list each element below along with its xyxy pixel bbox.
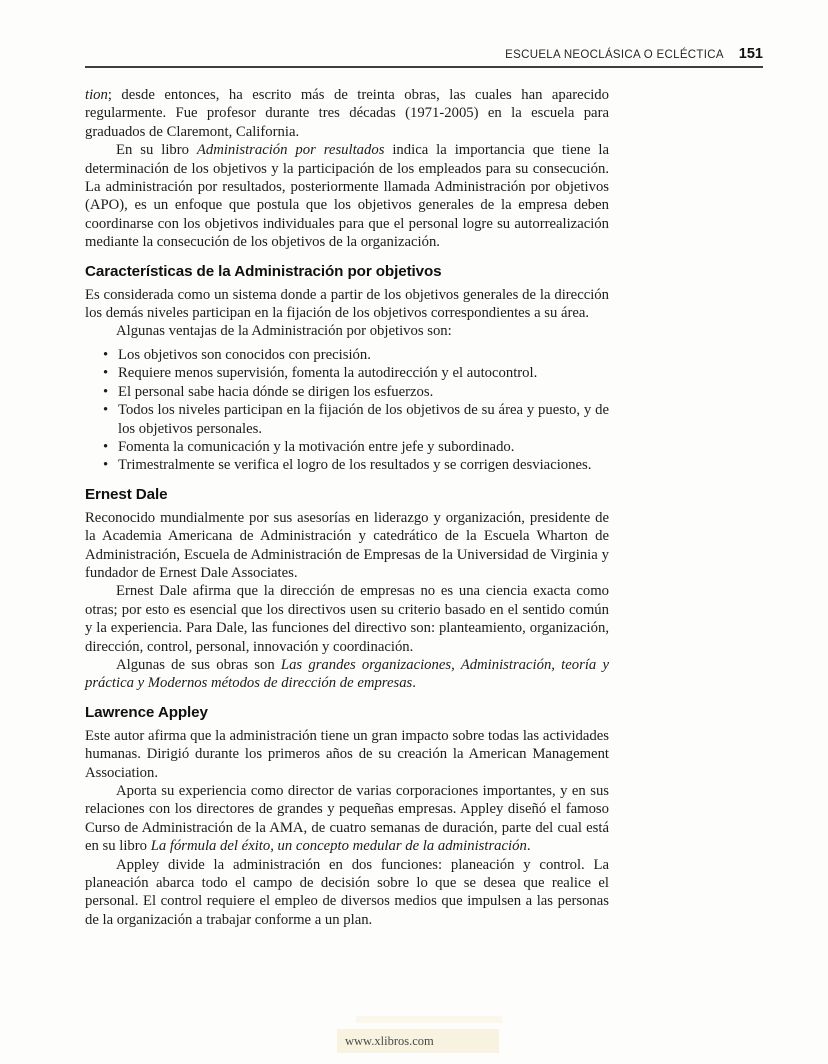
paragraph bbox=[85, 141, 609, 251]
text-run: Es considerada como un sistema donde a partir de los objetivos generales de la dirección los demás niveles participan en la fijación de los objetivos correspondientes a su área. bbox=[85, 286, 609, 322]
footer-highlight-strip bbox=[356, 1016, 502, 1023]
paragraph bbox=[85, 322, 609, 340]
list-item: • Fomenta la comunicación y la motivación entre jefe y subordinado. bbox=[118, 438, 609, 456]
section-heading: Lawrence Appley bbox=[85, 703, 208, 721]
italic-text: Administración por resultados bbox=[196, 142, 385, 159]
italic-text: Las grandes organizaciones, Administración, teoría y práctica y Modernos métodos de dirección de empresas bbox=[85, 656, 610, 692]
paragraph bbox=[85, 782, 609, 856]
paragraph bbox=[85, 509, 609, 583]
text-run: Algunas de sus obras son bbox=[116, 656, 281, 673]
text-run: . bbox=[526, 838, 531, 855]
text-run: Aporta su experiencia como director de varias corporaciones importantes, y en sus relaciones con los directores de grandes y pequeñas empresas. Appley diseñó el famoso Curso de Administración de la AMA, de cuatro semanas de duración, parte del cual está en su libro bbox=[85, 783, 609, 855]
section-heading: Características de la Administración por objetivos bbox=[85, 262, 442, 280]
text-run: Reconocido mundialmente por sus asesorías en liderazgo y organización, presidente de la Academia Americana de Administración y catedrático de la Escuela Wharton de Administración, Escuela de Administración de Empresas de la Universidad de Virginia y fundador de Ernest Dale Associates. bbox=[85, 509, 609, 581]
page-number: 151 bbox=[738, 46, 763, 62]
footer-watermark-box bbox=[337, 1029, 499, 1053]
running-title: ESCUELA NEOCLÁSICA O ECLÉCTICA bbox=[505, 49, 724, 61]
footer-watermark-link[interactable]: www.xlibros.com bbox=[345, 1033, 434, 1048]
italic-text: tion bbox=[85, 87, 108, 103]
text-run: En su libro bbox=[116, 142, 197, 159]
content bbox=[85, 86, 609, 929]
text-run: ; desde entonces, ha escrito más de treinta obras, las cuales han aparecido regularmente. Fue profesor durante tres décadas (1971-2005) en la escuela para graduados de Claremont, California. bbox=[85, 87, 609, 140]
paragraph bbox=[85, 582, 609, 656]
paragraph bbox=[85, 727, 609, 782]
text-run: Appley divide la administración en dos funciones: planeación y control. La planeación abarca todo el campo de decisión sobre lo que se desea que realice el personal. El control requiere el empleo de diversos medios que impulsen a las personas de la organización a trabajar conforme a un plan. bbox=[85, 856, 609, 928]
list-item: • El personal sabe hacia dónde se dirigen los esfuerzos. bbox=[118, 383, 609, 401]
list-item: • Requiere menos supervisión, fomenta la autodirección y el autocontrol. bbox=[118, 364, 609, 382]
section-heading: Ernest Dale bbox=[85, 485, 168, 503]
paragraph bbox=[85, 86, 609, 141]
list-item: • Trimestralmente se verifica el logro de los resultados y se corrigen desviaciones. bbox=[118, 456, 609, 474]
running-header bbox=[85, 46, 763, 68]
list-item: • Todos los niveles participan en la fijación de los objetivos de su área y puesto, y de los objetivos personales. bbox=[118, 401, 609, 438]
paragraph bbox=[85, 656, 609, 693]
text-run: Algunas ventajas de la Administración por objetivos son: bbox=[116, 323, 452, 340]
text-run: Este autor afirma que la administración tiene un gran impacto sobre todas las actividades humanas. Dirigió durante los primeros años de su creación la American Management Association. bbox=[85, 727, 609, 781]
italic-text: La fórmula del éxito, un concepto medular de la administración bbox=[150, 838, 527, 855]
text-run: indica la importancia que tiene la determinación de los objetivos y la participación de los empleados para su consecución. La administración por resultados, posteriormente llamada Administración por objetivos (APO), es un enfoque que postula que los objetivos generales de la empresa deben coordinarse con los objetivos individuales para que el personal logre su autorrealización mediante la consecución de los objetivos de la organización. bbox=[85, 142, 609, 251]
paragraph bbox=[85, 856, 609, 930]
text-run: . bbox=[412, 675, 416, 692]
bullet-list bbox=[85, 346, 609, 475]
text-run: Ernest Dale afirma que la dirección de empresas no es una ciencia exacta como otras; por esto es esencial que los directivos usen su criterio basado en el sentido común y la experiencia. Para Dale, las funciones del directivo son: planteamiento, organización, dirección, control, personal, innovación y coordinación. bbox=[85, 583, 609, 655]
paragraph bbox=[85, 286, 609, 323]
list-item: • Los objetivos son conocidos con precisión. bbox=[118, 346, 609, 364]
